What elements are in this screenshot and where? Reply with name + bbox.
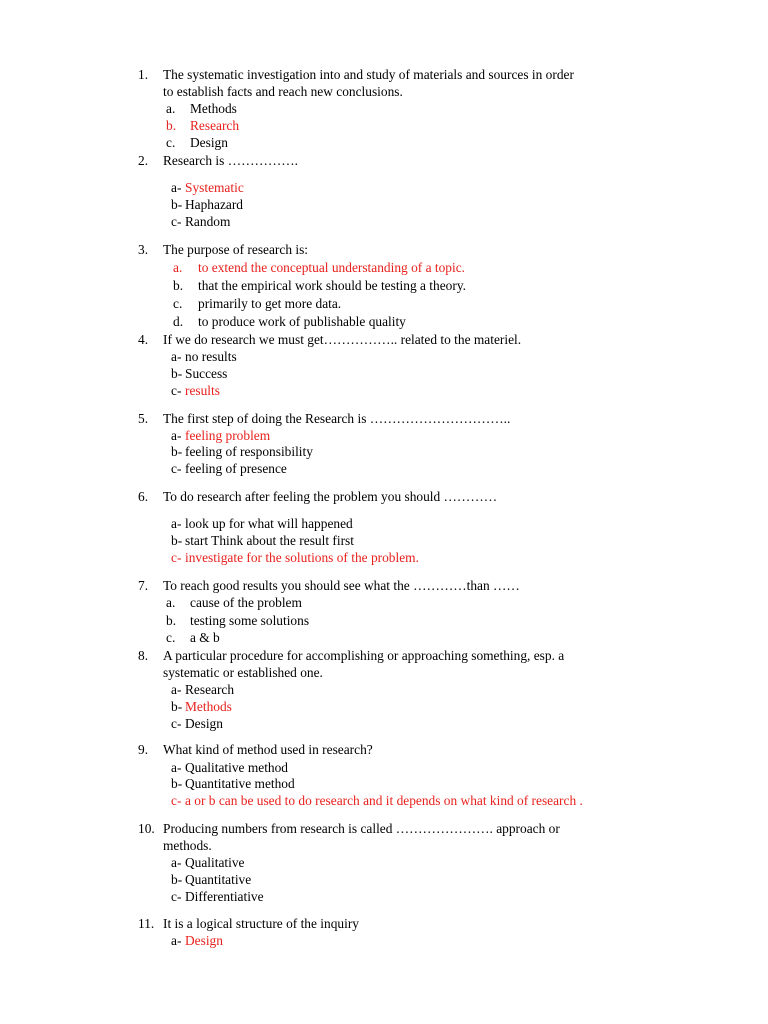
option-text: feeling problem xyxy=(185,428,271,443)
option-text: a & b xyxy=(190,630,220,645)
option-text: a or b can be used to do research and it depends on what kind of research . xyxy=(185,793,583,808)
option-text: Design xyxy=(190,135,228,150)
question-text: To reach good results you should see what the …………than …… xyxy=(163,578,520,593)
question-text: Research is ……………. xyxy=(163,153,298,168)
question-text: The first step of doing the Research is ………………………….. xyxy=(163,411,511,426)
option-text: Research xyxy=(185,682,235,697)
question-text: Producing numbers from research is called …………………. approach or xyxy=(163,821,560,836)
option-marker: a- xyxy=(171,933,182,948)
option-marker: c. xyxy=(166,135,176,150)
option-marker: a- xyxy=(171,855,182,870)
option-text: investigate for the solutions of the problem. xyxy=(185,550,419,565)
question-number: 7. xyxy=(138,578,149,593)
question-text: The systematic investigation into and study of materials and sources in order xyxy=(163,67,574,82)
question-number: 9. xyxy=(138,742,149,757)
option-marker: b. xyxy=(166,613,177,628)
option-text: no results xyxy=(185,349,237,364)
option-marker: a- xyxy=(171,428,182,443)
option-marker: b- xyxy=(171,197,183,212)
option-marker: c- xyxy=(171,716,182,731)
option-marker: b- xyxy=(171,366,183,381)
option-marker: c. xyxy=(166,630,176,645)
option-marker: c. xyxy=(173,296,183,311)
option-text: Quantitative method xyxy=(185,776,295,791)
option-marker: c- xyxy=(171,214,182,229)
question-number: 11. xyxy=(138,916,155,931)
option-marker: d. xyxy=(173,314,184,329)
option-marker: b. xyxy=(166,118,177,133)
question-text: methods. xyxy=(163,838,212,853)
option-marker: c- xyxy=(171,889,182,904)
question-text: A particular procedure for accomplishing or approaching something, esp. a xyxy=(163,648,565,663)
option-text: Design xyxy=(185,716,223,731)
question-number: 8. xyxy=(138,648,149,663)
option-text: Random xyxy=(185,214,231,229)
question-text: To do research after feeling the problem you should ………… xyxy=(163,489,498,504)
option-marker: b- xyxy=(171,533,183,548)
option-marker: c- xyxy=(171,793,182,808)
option-text: to extend the conceptual understanding of a topic. xyxy=(198,260,465,275)
question-text: It is a logical structure of the inquiry xyxy=(163,916,359,931)
option-text: feeling of responsibility xyxy=(185,444,313,459)
option-marker: a. xyxy=(173,260,183,275)
question-text: What kind of method used in research? xyxy=(163,742,373,757)
option-text: Qualitative xyxy=(185,855,245,870)
option-marker: a- xyxy=(171,682,182,697)
question-number: 10. xyxy=(138,821,155,836)
option-marker: a. xyxy=(166,101,176,116)
option-marker: a- xyxy=(171,760,182,775)
question-number: 3. xyxy=(138,242,149,257)
option-marker: a. xyxy=(166,595,176,610)
question-number: 6. xyxy=(138,489,149,504)
question-text: The purpose of research is: xyxy=(163,242,309,257)
option-text: that the empirical work should be testing a theory. xyxy=(198,278,466,293)
question-number: 4. xyxy=(138,332,149,347)
option-marker: c- xyxy=(171,461,182,476)
option-marker: a- xyxy=(171,349,182,364)
option-marker: a- xyxy=(171,516,182,531)
option-text: Systematic xyxy=(185,180,244,195)
question-number: 5. xyxy=(138,411,149,426)
option-text: Design xyxy=(185,933,223,948)
option-text: results xyxy=(185,383,220,398)
option-text: feeling of presence xyxy=(185,461,287,476)
option-text: Methods xyxy=(190,101,237,116)
option-marker: c- xyxy=(171,550,182,565)
option-text: cause of the problem xyxy=(190,595,302,610)
question-number: 1. xyxy=(138,67,149,82)
option-marker: b- xyxy=(171,872,183,887)
option-marker: b- xyxy=(171,776,183,791)
option-text: Methods xyxy=(185,699,232,714)
option-text: start Think about the result first xyxy=(185,533,354,548)
option-marker: c- xyxy=(171,383,182,398)
option-text: testing some solutions xyxy=(190,613,310,628)
question-text: systematic or established one. xyxy=(163,665,323,680)
option-marker: b- xyxy=(171,699,183,714)
option-marker: a- xyxy=(171,180,182,195)
option-text: Haphazard xyxy=(185,197,243,212)
option-text: primarily to get more data. xyxy=(198,296,342,311)
option-text: Quantitative xyxy=(185,872,252,887)
question-number: 2. xyxy=(138,153,149,168)
option-text: look up for what will happened xyxy=(185,516,353,531)
option-marker: b- xyxy=(171,444,183,459)
option-text: Research xyxy=(190,118,240,133)
option-text: Qualitative method xyxy=(185,760,289,775)
option-text: Success xyxy=(185,366,228,381)
option-marker: b. xyxy=(173,278,184,293)
question-text: If we do research we must get…………….. related to the materiel. xyxy=(163,332,522,347)
question-text: to establish facts and reach new conclusions. xyxy=(163,84,403,99)
option-text: to produce work of publishable quality xyxy=(198,314,406,329)
option-text: Differentiative xyxy=(185,889,264,904)
